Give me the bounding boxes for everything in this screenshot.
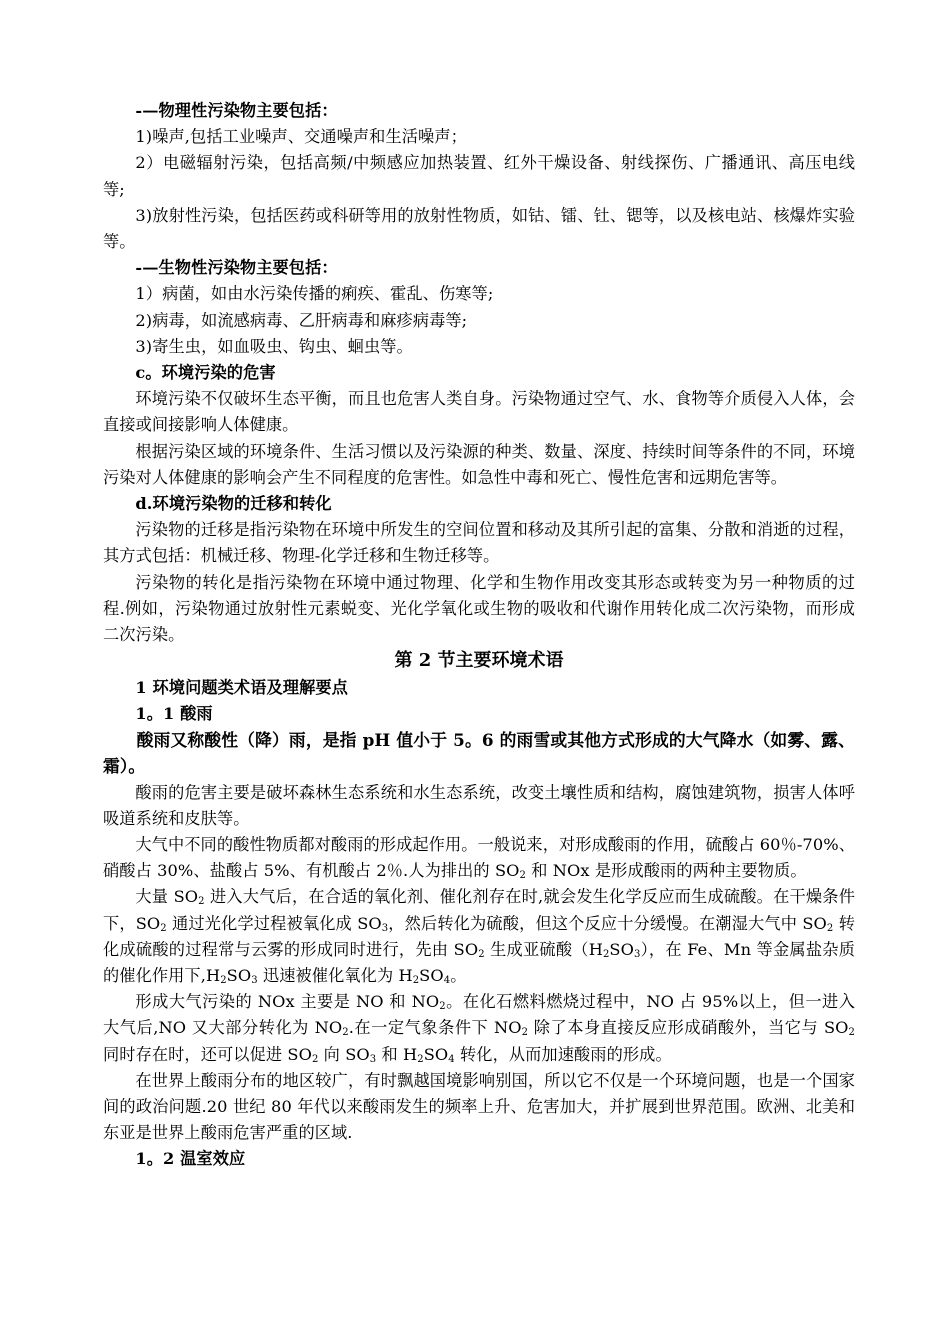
paragraph: 污染物的转化是指污染物在环境中通过物理、化学和生物作用改变其形态或转变为另一种物质的过程.例如，污染物通过放射性元素蜕变、光化学氧化或生物的吸收和代谢作用转化成二次污染物，而形成二次污染。 — [103, 572, 855, 645]
paragraph: 酸雨的危害主要是破坏森林生态系统和水生态系统，改变土壤性质和结构，腐蚀建筑物，损害人体呼吸道系统和皮肤等。 — [103, 782, 855, 828]
list-item: 3)寄生虫，如血吸虫、钩虫、蛔虫等。 — [135, 336, 413, 356]
paragraph: 污染物的迁移是指污染物在环境中所发生的空间位置和移动及其所引起的富集、分散和消逝的过程，其方式包括：机械迁移、物理-化学迁移和生物迁移等。 — [103, 520, 855, 566]
list-item: 1)噪声,包括工业噪声、交通噪声和生活噪声； — [135, 127, 467, 147]
list-item: 1）病菌，如由水污染传播的痢疾、霍乱、伤寒等; — [135, 284, 494, 304]
list-item: 2)病毒，如流感病毒、乙肝病毒和麻疹病毒等; — [135, 310, 468, 330]
biological-pollutants-heading: -—生物性污染物主要包括： — [135, 258, 338, 278]
paragraph: 环境污染不仅破坏生态平衡，而且也危害人类自身。污染物通过空气、水、食物等介质侵入人体，会直接或间接影响人体健康。 — [103, 389, 855, 435]
document-page — [103, 98, 855, 1173]
acid-rain-heading: 1。1 酸雨 — [135, 703, 213, 723]
paragraph: 根据污染区域的环境条件、生活习惯以及污染源的种类、数量、深度、持续时间等条件的不同，环境污染对人体健康的影响会产生不同程度的危害性。如急性中毒和死亡、慢性危害和远期危害等。 — [103, 441, 855, 487]
list-item: 3)放射性污染，包括医药或科研等用的放射性物质，如钴、镭、钍、锶等，以及核电站、核爆炸实验等。 — [103, 205, 855, 252]
paragraph: 大气中不同的酸性物质都对酸雨的形成起作用。一般说来，对形成酸雨的作用，硫酸占 60％-70%、硝酸占 30%、盐酸占 5%、有机酸占 2％.人为排出的 $SO_2$ 和 NOx 是形成酸雨的两种主要物质。 — [103, 834, 855, 882]
acid-rain-definition: 酸雨又称酸性（降）雨，是指 pH 值小于 5。6 的雨雪或其他方式形成的大气降水（如雾、露、霜）。 — [103, 730, 855, 777]
migration-heading: d.环境污染物的迁移和转化 — [135, 494, 332, 514]
greenhouse-heading: 1。2 温室效应 — [135, 1149, 246, 1169]
physical-pollutants-heading: -—物理性污染物主要包括： — [135, 101, 338, 120]
pollution-hazard-heading: c。环境污染的危害 — [135, 363, 276, 383]
paragraph: 大量 $SO_2$ 进入大气后，在合适的氧化剂、催化剂存在时,就会发生化学反应而生成硫酸。在干燥条件下，$SO_2$ 通过光化学过程被氧化成 $SO_3$，然后转化为硫酸，但这个反应十分缓慢。在潮湿大气中 $SO_2$ 转化成硫酸的过程常与云雾的形成同时进行，先由 $SO_2$ 生成亚硫酸$(H_2SO_3)$，在 Fe、Mn 等金属盐杂质的催化作用下$,H_2SO_3$ 迅速被催化氧化为 $H_2SO_4$。 — [103, 887, 856, 986]
subsection-heading: 1 环境问题类术语及理解要点 — [135, 677, 348, 697]
section-title: 第 2 节主要环境术语 — [394, 650, 564, 672]
paragraph: 在世界上酸雨分布的地区较广，有时飘越国境影响别国，所以它不仅是一个环境问题，也是一个国家间的政治问题.20 世纪 80 年代以来酸雨发生的频率上升、危害加大，并扩展到世界范围。欧洲、北美和东亚是世界上酸雨危害严重的区域. — [103, 1070, 855, 1143]
list-item: 2）电磁辐射污染，包括高频/中频感应加热装置、红外干燥设备、射线探伤、广播通讯、高压电线等; — [103, 153, 855, 199]
paragraph: 形成大气污染的 NOx 主要是 NO 和 $NO_2$。在化石燃料燃烧过程中，NO 占 95%以上，但一进入大气后,NO 又大部分转化为 $NO_2$.在一定气象条件下 $NO_2$ 除了本身直接反应形成硝酸外，当它与 $SO_2$ 同时存在时，还可以促进 $SO_2$ 向 $SO_3$ 和 $H_2SO_4$ 转化，从而加速酸雨的形成。 — [103, 992, 856, 1065]
